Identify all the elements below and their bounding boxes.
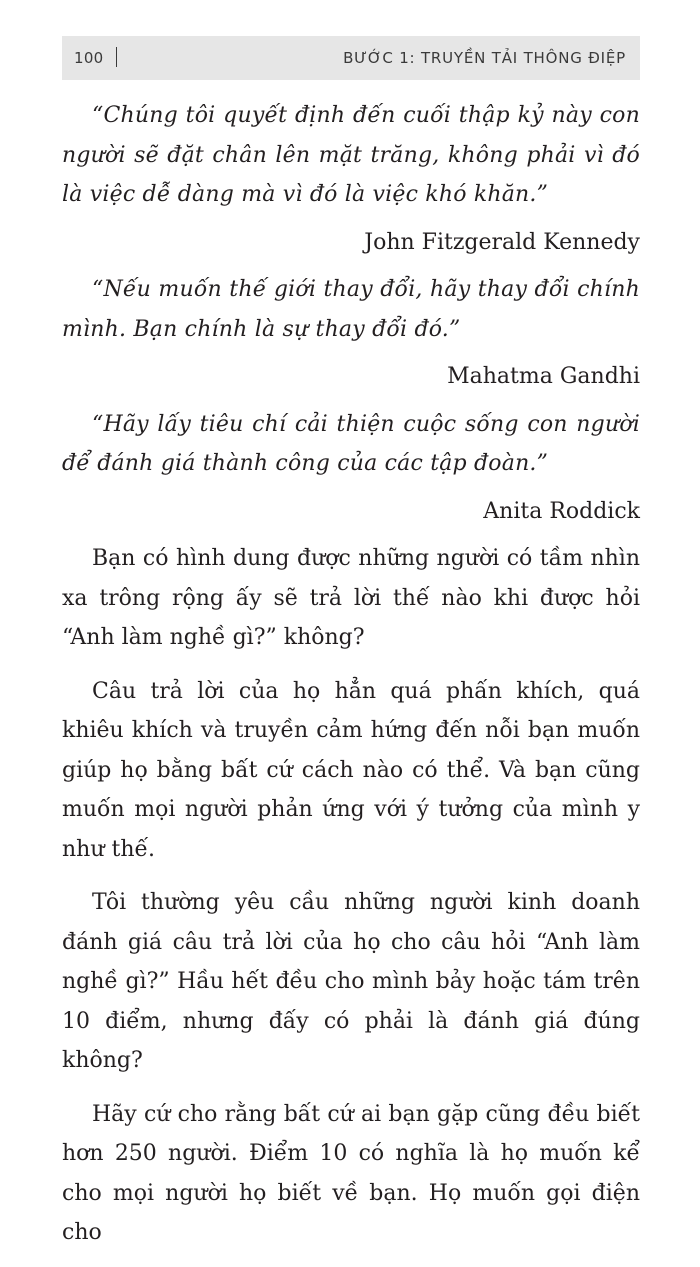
quote-author-roddick: Anita Roddick <box>483 498 640 524</box>
paragraph-3: Tôi thường yêu cầu những người kinh doanh đánh giá câu trả lời của họ cho câu hỏi “Anh làm nghề gì?” Hầu hết đều cho mình bảy hoặc tám trên 10 điểm, nhưng đấy có phải là đánh giá đúng không? <box>62 890 640 1073</box>
running-header <box>62 36 640 80</box>
header-separator <box>116 47 117 67</box>
page-number: 100 <box>74 49 104 67</box>
chapter-title: BƯỚC 1: TRUYỀN TẢI THÔNG ĐIỆP <box>343 49 626 67</box>
page-body <box>62 96 640 1267</box>
quote-author-gandhi: Mahatma Gandhi <box>447 364 640 389</box>
quote-kennedy: “Chúng tôi quyết định đến cuối thập kỷ này con người sẽ đặt chân lên mặt trăng, không phải vì đó là việc dễ dàng mà vì đó là việc khó khăn.” <box>62 103 640 207</box>
quote-roddick: “Hãy lấy tiêu chí cải thiện cuộc sống con người để đánh giá thành công của các tập đoàn.” <box>62 411 640 476</box>
quote-gandhi: “Nếu muốn thế giới thay đổi, hãy thay đổi chính mình. Bạn chính là sự thay đổi đó.” <box>62 277 640 342</box>
paragraph-1: Bạn có hình dung được những người có tầm nhìn xa trông rộng ấy sẽ trả lời thế nào khi được hỏi “Anh làm nghề gì?” không? <box>62 546 640 650</box>
quote-author-kennedy: John Fitzgerald Kennedy <box>364 229 640 255</box>
paragraph-4: Hãy cứ cho rằng bất cứ ai bạn gặp cũng đều biết hơn 250 người. Điểm 10 có nghĩa là họ muốn kể cho mọi người họ biết về bạn. Họ muốn gọi điện cho <box>62 1101 640 1245</box>
paragraph-2: Câu trả lời của họ hẳn quá phấn khích, quá khiêu khích và truyền cảm hứng đến nỗi bạn muốn giúp họ bằng bất cứ cách nào có thể. Và bạn cũng muốn mọi người phản ứng với ý tưởng của mình y như thế. <box>62 678 640 862</box>
